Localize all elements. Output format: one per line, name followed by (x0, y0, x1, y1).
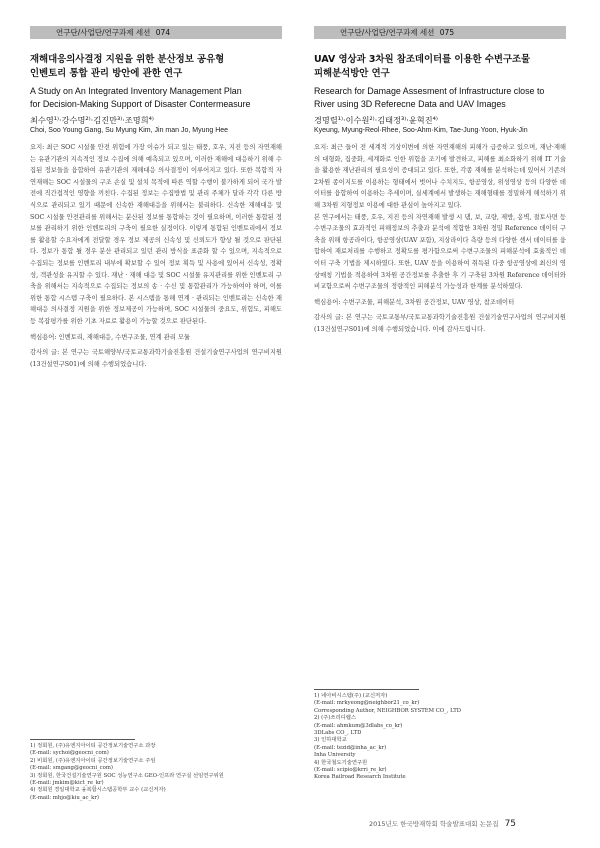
footnote-line: 3) 인하대학교 (314, 737, 347, 744)
abstract-paragraph-2: 본 연구에서는 태풍, 호우, 지진 등의 자연재해 발생 시 댐, 보, 교량, 제방, 옹벽, 절토사면 등 수변구조물의 효과적인 피해정보의 추출과 분석에 적합한 3차원 정밀 Reference 데이터 구축을 위해 항공라이다, 항공영상(UAV 포함), 지상라이다 측량 등의 다양한 센서 데이터를 융합하여 재료처리를 수행하고 정확도를 평가함으로써 수변구조물의 피해분석에 효율적인 데이터 구축 기법을 제시하였다. 또한, UAV 등을 이용하여 취득된 다중 항공영상에 최신의 영상매칭 기법을 적용하여 3차원 공간정보를 추출한 후 기 구축된 3차원 Reference 데이터와 비교함으로써 수변구조물의 정량적인 피해분석 가능성과 한계를 분석하였다. (314, 213, 566, 291)
abstract-paragraph-1: 요지: 최근 들어 전 세계적 기상이변에 의한 자연재해의 피해가 급증하고 있으며, 재난·재해의 대형화, 집중화, 세계화로 인한 위험을 조기에 발견하고, 피해를 최소화하기 위해 IT 기술을 활용한 재난관리의 필요성이 증대되고 있다. 또한, 각종 재해를 분석하는데 있어서 기존의 2차원 종이지도를 이용하는 형태에서 벗어나 수치지도, 항공영상, 위성영상 등의 다양한 데이터를 융합하여 이용하는 추세이며, 실세계에서 발생하는 재해형태를 정밀하게 해석하기 위해 3차원 지형정보 이용에 대한 관심이 높아지고 있다. (314, 144, 566, 209)
korean-title (30, 53, 282, 81)
english-title-line-1: Research for Damage Assesment of Infrastructure close to (314, 86, 545, 96)
english-title-line-2: for Decision-Making Support of Disaster Contermeasure (30, 98, 251, 109)
korean-title-line-2: 피해분석방안 연구 (314, 68, 390, 79)
right-article (314, 26, 566, 336)
korean-title-line-1: 재해대응의사결정 지원을 위한 분산정보 공유형 (30, 54, 225, 65)
section-label: 연구단/사업단/연구과제 세션 (340, 28, 435, 37)
footnotes-right (314, 693, 566, 782)
footer-text: 2015년도 한국방재학회 학술발표대회 논문집 (369, 820, 499, 828)
english-title-line-2: River using 3D Referecne Data and UAV Images (314, 98, 506, 109)
article-code: 074 (155, 28, 171, 37)
authors-english: Kyeung, Myung-Reol·Rhee, Soo-Ahm·Kim, Tae-Jung·Yoon, Hyuk-Jin (314, 127, 528, 134)
footnote-line: (E-mail: tezid@inha_ac_kr) (314, 744, 387, 751)
english-title-line-1: A Study on An Integrated Inventory Management Plan (30, 86, 242, 96)
footnote-line: 2) (주)쓰리디랩스 (314, 715, 356, 722)
footnote-line: 4) 한국철도기술연구원 (314, 759, 368, 766)
footnote-line: 4) 정회원 경일대학교 융복합시스템공학부 교수 (교신저자) (30, 787, 166, 794)
korean-title-line-1: UAV 영상과 3차원 참조데이터를 이용한 수변구조물 (314, 54, 531, 65)
keywords: 핵심용어: 수변구조물, 피해분석, 3차원 공간정보, UAV 영상, 참조데이터 (314, 298, 515, 306)
footnote-rule-right (314, 689, 419, 690)
footnote-line: 3DLabs CO_, LTD (314, 730, 362, 737)
korean-title-line-2: 인벤토리 통합 관리 방안에 관한 연구 (30, 68, 183, 79)
korean-title (314, 53, 566, 81)
authors-korean: 경명렬¹⁾·이수원²⁾·김태정³⁾·윤혁진⁴⁾ (314, 115, 438, 125)
english-title (30, 85, 282, 110)
footnote-line: (E-mail: mrkyeong@neighbor21_co_kr) (314, 700, 420, 707)
abstract: 요지: 최근 SOC 시설물 안전 위험에 가장 이슈가 되고 있는 태풍, 호우, 지진 등의 자연재해는 유관기관의 지속적인 정보 수집에 의해 예측되고 있으며, 이러한 재해에 대응하기 위해 수집된 정보들을 융합하여 유관기관의 재해대응 의사결정이 이루어지고 있다. 또한 복합적 자연재해는 SOC 시설물의 구조 손실 및 설치 목적에 따른 역할 수행이 불가하게 되어 국가 발전에 직간접적인 영향을 끼친다. 수집된 정보는 수집방법 및 관리 주체가 달라 각각 다른 방식으로 관리되고 있기 때문에 신속한 재해대응을 위해서는 불리하다. 신속한 재해대응 및 SOC 시설물 안전관리를 위해서는 분산된 정보를 통합하는 것이 필요하며, 이러한 통합된 정보를 관리하기 위한 인벤토리의 구축이 필요한 실정이다. 이렇게 통합된 인벤토리에서 정보를 활용할 수요자에게 전달할 경우 정보 제공의 신속성 및 신뢰도가 향상 될 것으로 판단된다. 정보가 통합 될 경우 분산 관리되고 있던 관리 방식을 표준화 할 수 있으며, 지속적으로 수집되는 정보를 인벤토리 내부에 확보할 수 있어 정보 획득 및 사용에 있어서 신속성, 정확성, 객관성을 유지할 수 있다. 재난 · 재해 대응 및 SOC 시설물 유지관리를 위한 인벤토리 구축을 위해서는 지속적으로 수집되는 정보의 송 · 수신 및 통합관리가 가능하여야 하며, 이를 위한 통합 시스템 구축이 필요하다. 본 시스템을 통해 연계 · 관리되는 인벤토리는 신속한 재해대응 의사결정 지원을 위한 정보제공이 가능하며, SOC 시설물의 중요도, 위험도, 피해도 등 복잡평가를 위한 기초 자료로 활용이 가능할 것으로 판단된다. (30, 144, 282, 325)
keywords: 핵심용어: 인벤토리, 재해대응, 수변구조물, 연계 관리 모듈 (30, 333, 191, 341)
footnote-line: 1) 네아비시스템(주) (교신저자) (314, 693, 388, 699)
footnote-line: Corresponding Author, NEIGHBOR SYSTEM CO_, LTD (314, 707, 461, 714)
english-title (314, 85, 566, 110)
footnote-rule-left (30, 739, 135, 740)
footnote-line: Korea Railroad Research Institute (314, 774, 406, 781)
footnote-line: (E-mail: scipio@krri_re_kr) (314, 767, 387, 774)
footnote-line: (E-mail: smgang@geocni_com) (30, 765, 113, 772)
footnote-line: (E-mail: mhjo@kiu_ac_kr) (30, 794, 99, 801)
footnote-line: 1) 정회원, (주)유엔지아이티 공간정보기술연구소 과장 (30, 743, 156, 749)
page-footer (369, 819, 569, 829)
section-bar-right (314, 26, 566, 39)
acknowledgement: 감사의 글: 본 연구는 국토해양부/국토교통과학기술진흥원 건설기술연구사업의 연구비지원(13건설연구S01)에 의해 수행되었습니다. (30, 349, 282, 368)
footnote-line: 2) 비회원, (주)유엔지아이티 공간정보기술연구소 주임 (30, 757, 156, 764)
page-number: 75 (504, 819, 517, 829)
authors-korean: 최수영¹⁾·강수명²⁾·김진만³⁾·조명희⁴⁾ (30, 115, 154, 125)
article-body (30, 142, 282, 370)
acknowledgement: 감사의 글: 본 연구는 국토교통부/국토교통과학기술진흥원 건설기술연구사업의 연구비지원(13건설연구S01)에 의해 수행되었습니다. 이에 감사드립니다. (314, 314, 566, 333)
article-code: 075 (439, 28, 455, 37)
footnote-line: 3) 정회원, 한국건설기술연구원 SOC 성능연구소 GEO-인프라 연구실 선임연구위원 (30, 772, 224, 779)
article-body (314, 142, 566, 336)
authors-english: Choi, Soo Young Gang, Su Myung Kim, Jin man Jo, Myung Hee (30, 127, 229, 134)
footnote-line: Inha University (314, 752, 356, 759)
footnotes-left (30, 743, 282, 802)
section-bar-left (30, 26, 282, 39)
footnote-line: (E-mail: ahmkum@3dlabs_co_kr) (314, 722, 403, 729)
left-article (30, 26, 282, 370)
section-label: 연구단/사업단/연구과제 세션 (56, 28, 151, 37)
footnote-line: (E-mail: jmkim@kict_re_kr) (30, 780, 104, 787)
footnote-line: (E-mail: sychoi@geocni_com) (30, 750, 109, 757)
